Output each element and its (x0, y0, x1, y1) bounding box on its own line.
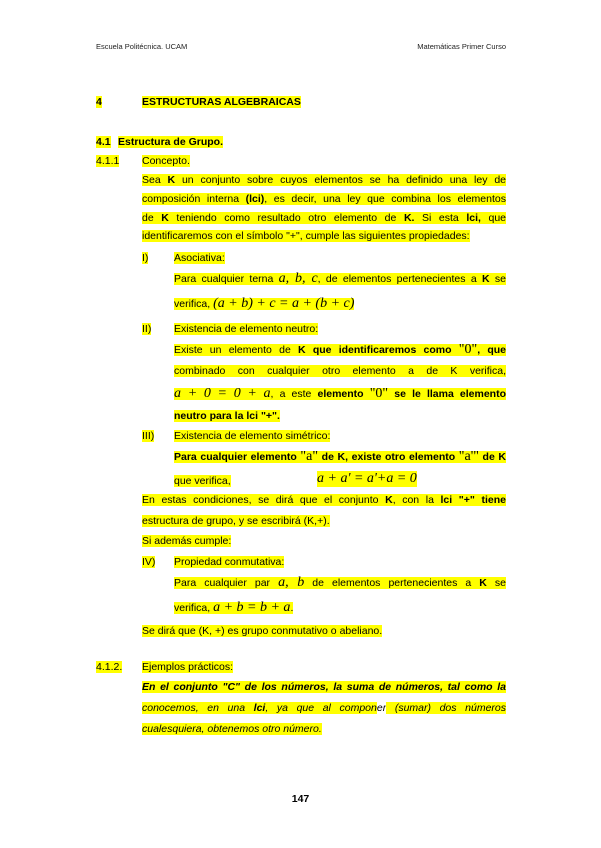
prop-3-formula: a + a' = a'+a = 0 (317, 471, 417, 486)
prop-3-title: Existencia de elemento simétrico: (174, 430, 331, 442)
section-title: Estructura de Grupo. (118, 136, 224, 148)
prop-3-line-1: Para cualquier elemento "a" de K, existe otro elemento "a'" de K (174, 449, 506, 464)
prop-2-line-4: neutro para la lci "+". (174, 410, 280, 422)
prop-1-label: I) (142, 252, 149, 264)
prop-2-label: II) (142, 323, 152, 335)
closing-line: Se dirá que (K, +) es grupo conmutativo o abeliano. (142, 625, 383, 637)
examples-number: 4.1.2. (96, 661, 123, 673)
prop-2-line-1: Existe un elemento de K que identificaremos como "0", que (174, 342, 506, 357)
prop-2-line-3: a + 0 = 0 + a, a este elemento "0" se le llama elemento (174, 386, 507, 401)
subsection-number: 4.1.1 (96, 155, 120, 167)
header-right: Matemáticas Primer Curso (417, 42, 506, 51)
intro-line-4: identificaremos con el símbolo "+", cumple las siguientes propiedades: (142, 230, 470, 242)
conditions-line-3: Si además cumple: (142, 535, 232, 547)
prop-4-title: Propiedad conmutativa: (174, 556, 285, 568)
chapter-title: ESTRUCTURAS ALGEBRAICAS (142, 96, 301, 108)
intro-line-3: de K teniendo como resultado otro elemento de K. Si esta lci, que (142, 212, 507, 224)
page-number: 147 (291, 793, 310, 805)
examples-line-2: conocemos, en una lci, ya que al componer (sumar) dos números (142, 702, 506, 714)
examples-line-1: En el conjunto "C" de los números, la suma de números, tal como la (142, 681, 506, 693)
chapter-number: 4 (96, 96, 102, 108)
prop-4-line-1: Para cualquier par a, b de elementos pertenecientes a K se (174, 575, 507, 590)
section-number: 4.1 (96, 136, 111, 148)
header-left: Escuela Politécnica. UCAM (96, 42, 188, 51)
prop-4-label: IV) (142, 556, 156, 568)
intro-line-1: Sea K un conjunto sobre cuyos elementos se ha definido una ley de (142, 174, 506, 186)
subsection-title: Concepto. (142, 155, 190, 167)
prop-3-label: III) (142, 430, 155, 442)
prop-3-line-2: que verifica, (174, 475, 231, 487)
examples-title: Ejemplos prácticos: (142, 661, 234, 673)
conditions-line-1: En estas condiciones, se dirá que el conjunto K, con la lci "+" tiene (142, 494, 506, 506)
examples-line-3: cualesquiera, obtenemos otro número. (142, 723, 322, 735)
intro-line-2: composición interna (lci), es decir, una ley que combina los elementos (142, 193, 506, 205)
prop-1-title: Asociativa: (174, 252, 225, 264)
prop-1-line-1: Para cualquier terna a, b, c, de elementos pertenecientes a K se (174, 271, 506, 286)
conditions-line-2: estructura de grupo, y se escribirá (K,+). (142, 515, 330, 527)
prop-4-line-2: verifica, a + b = b + a. (174, 600, 294, 615)
prop-1-line-2: verifica, (a + b) + c = a + (b + c) (174, 296, 355, 311)
prop-2-line-2: combinado con cualquier otro elemento a de K verifica, (174, 365, 506, 377)
prop-2-title: Existencia de elemento neutro: (174, 323, 319, 335)
